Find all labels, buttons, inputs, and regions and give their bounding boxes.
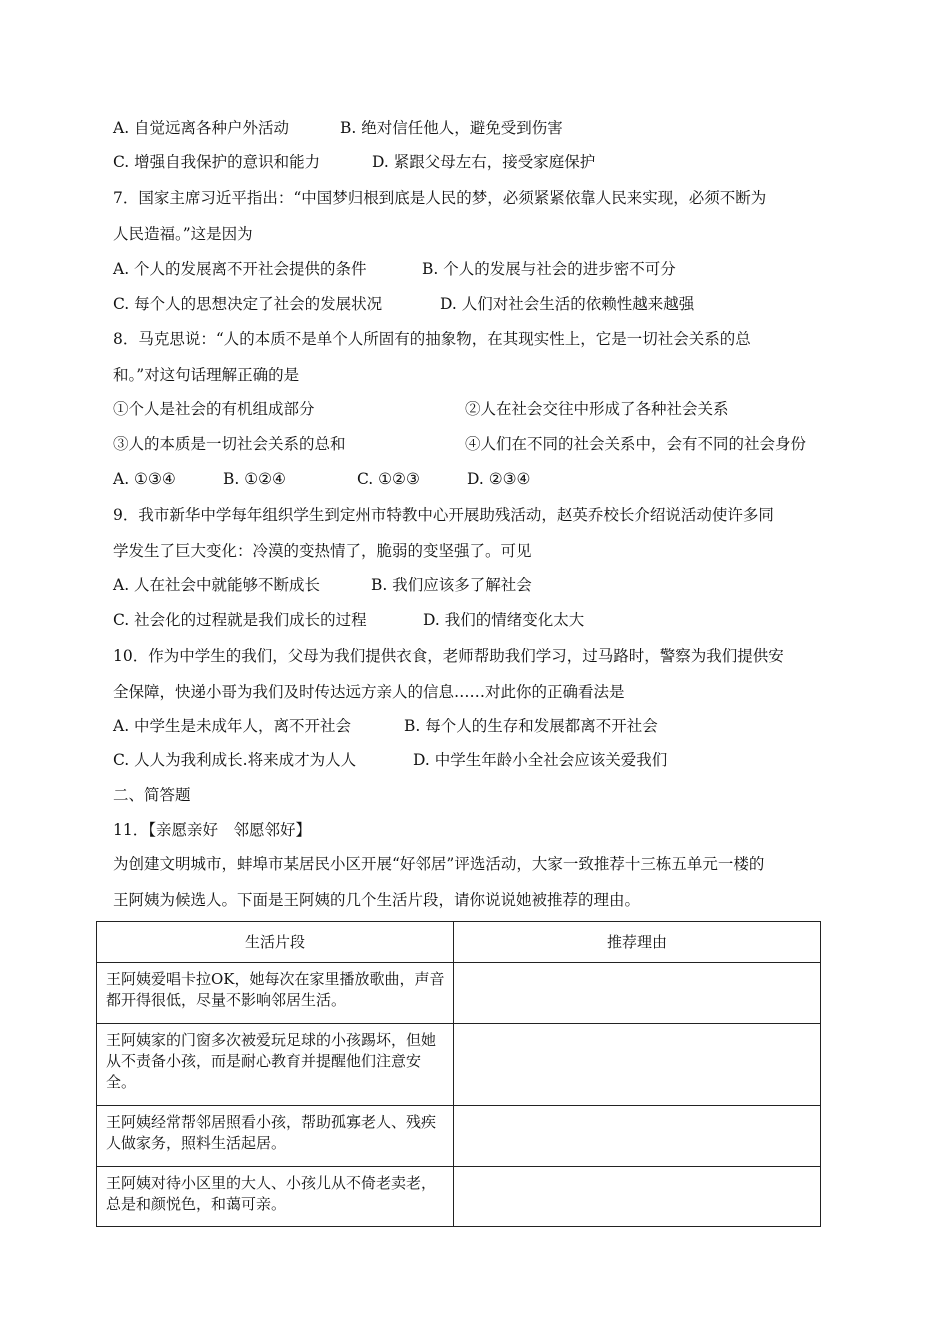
q9-options-row-1 — [113, 575, 843, 595]
table-cell-situation — [97, 1106, 454, 1167]
situation-text: 王阿姨对待小区里的大人、小孩儿从不倚老卖老，总是和颜悦色，和蔼可亲。 — [106, 1174, 437, 1213]
q7-option-a[interactable]: A. 个人的发展离不开社会提供的条件 — [113, 260, 367, 278]
q8-statements-row-2 — [113, 434, 843, 454]
section-heading: 二、简答题 — [113, 786, 191, 804]
q8-option-b[interactable]: B. ①②④ — [223, 470, 286, 488]
q7-option-c[interactable]: C. 每个人的思想决定了社会的发展状况 — [113, 295, 383, 313]
table-header-situation: 生活片段 — [97, 922, 454, 963]
situation-text: 王阿姨经常帮邻居照看小孩，帮助孤寡老人、残疾人做家务，照料生活起居。 — [106, 1113, 437, 1152]
q8-statement-4: ④人们在不同的社会关系中，会有不同的社会身份 — [465, 435, 807, 453]
q11-intro-line-1: 为创建文明城市，蚌埠市某居民小区开展“好邻居”评选活动，大家一致推荐十三栋五单元一楼的 — [113, 855, 765, 873]
table-header-row — [97, 922, 821, 963]
situation-text: 王阿姨爱唱卡拉OK，她每次在家里播放歌曲，声音都开得很低，尽量不影响邻居生活。 — [106, 970, 445, 1009]
q6-options-row-1 — [113, 118, 843, 138]
q9-option-b[interactable]: B. 我们应该多了解社会 — [371, 576, 532, 594]
q6-option-b[interactable]: B. 绝对信任他人，避免受到伤害 — [340, 119, 563, 137]
q9-stem-line-2: 学发生了巨大变化：冷漠的变热情了，脆弱的变坚强了。可见 — [113, 542, 532, 560]
q7-option-b[interactable]: B. 个人的发展与社会的进步密不可分 — [422, 260, 676, 278]
table-row — [97, 963, 821, 1024]
situation-text: 王阿姨家的门窗多次被爱玩足球的小孩踢坏，但她从不责备小孩，而是耐心教育并提醒他们注意安全。 — [106, 1031, 437, 1091]
q9-option-a[interactable]: A. 人在社会中就能够不断成长 — [113, 576, 321, 594]
q10-stem-line-1: 10．作为中学生的我们，父母为我们提供衣食，老师帮助我们学习，过马路时，警察为我们提供安 — [113, 647, 784, 665]
q9-options-row-2 — [113, 610, 843, 630]
table-row — [97, 1024, 821, 1106]
q8-option-d[interactable]: D. ②③④ — [467, 470, 531, 488]
q11-intro-line-2: 王阿姨为候选人。下面是王阿姨的几个生活片段，请你说说她被推荐的理由。 — [113, 891, 641, 909]
q10-stem-line-2: 全保障，快递小哥为我们及时传达远方亲人的信息……对此你的正确看法是 — [113, 683, 625, 701]
table-row — [97, 1106, 821, 1167]
table-cell-situation — [97, 1024, 454, 1106]
q10-options-row-2 — [113, 750, 843, 770]
q6-option-a[interactable]: A. 自觉远离各种户外活动 — [113, 119, 290, 137]
q6-option-c[interactable]: C. 增强自我保护的意识和能力 — [113, 153, 321, 171]
q9-option-d[interactable]: D. 我们的情绪变化太大 — [423, 611, 585, 629]
reason-answer-cell[interactable] — [454, 1024, 821, 1106]
q8-stem-line-1: 8．马克思说：“人的本质不是单个人所固有的抽象物，在其现实性上，它是一切社会关系的总 — [113, 330, 751, 348]
q10-option-b[interactable]: B. 每个人的生存和发展都离不开社会 — [404, 717, 658, 735]
q8-stem-line-2: 和。”对这句话理解正确的是 — [113, 366, 300, 384]
table-header-reason: 推荐理由 — [454, 922, 821, 963]
q8-statements-row-1 — [113, 399, 843, 419]
reason-answer-cell[interactable] — [454, 1106, 821, 1167]
reason-answer-cell[interactable] — [454, 963, 821, 1024]
q7-options-row-2 — [113, 294, 843, 314]
q7-stem-line-2: 人民造福。”这是因为 — [113, 225, 253, 243]
q11-title: 11．【亲愿亲好 邻愿邻好】 — [113, 821, 311, 839]
q7-option-d[interactable]: D. 人们对社会生活的依赖性越来越强 — [440, 295, 695, 313]
table-cell-situation — [97, 1167, 454, 1227]
q10-options-row-1 — [113, 716, 843, 736]
q7-stem-line-1: 7．国家主席习近平指出：“中国梦归根到底是人民的梦，必须紧紧依靠人民来实现，必须不断为 — [113, 189, 767, 207]
table-row — [97, 1167, 821, 1227]
q10-option-d[interactable]: D. 中学生年龄小全社会应该关爱我们 — [413, 751, 668, 769]
q8-statement-1: ①个人是社会的有机组成部分 — [113, 400, 315, 418]
q9-stem-line-1: 9．我市新华中学每年组织学生到定州市特教中心开展助残活动，赵英乔校长介绍说活动使许多同 — [113, 506, 774, 524]
q8-option-c[interactable]: C. ①②③ — [357, 470, 420, 488]
q6-options-row-2 — [113, 152, 843, 172]
q7-options-row-1 — [113, 259, 843, 279]
q11-table — [96, 921, 821, 1227]
q6-option-d[interactable]: D. 紧跟父母左右，接受家庭保护 — [372, 153, 596, 171]
q8-statement-2: ②人在社会交往中形成了各种社会关系 — [465, 400, 729, 418]
q8-option-a[interactable]: A. ①③④ — [113, 470, 176, 488]
q10-option-c[interactable]: C. 人人为我利成长.将来成才为人人 — [113, 751, 357, 769]
q9-option-c[interactable]: C. 社会化的过程就是我们成长的过程 — [113, 611, 367, 629]
table-cell-situation — [97, 963, 454, 1024]
q8-options-row — [113, 469, 843, 489]
q8-statement-3: ③人的本质是一切社会关系的总和 — [113, 435, 346, 453]
q10-option-a[interactable]: A. 中学生是未成年人，离不开社会 — [113, 717, 352, 735]
reason-answer-cell[interactable] — [454, 1167, 821, 1227]
